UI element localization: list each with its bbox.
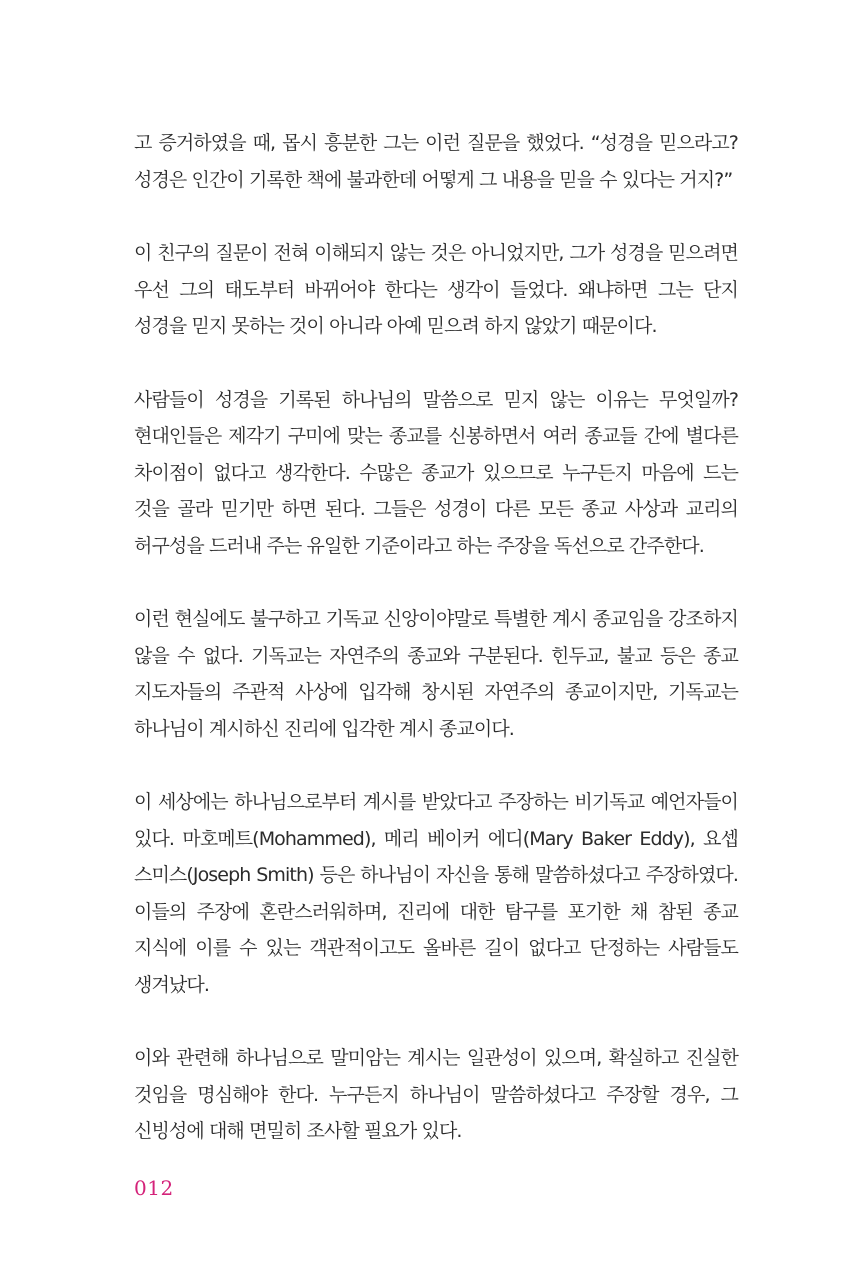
paragraph-4: 이런 현실에도 불구하고 기독교 신앙이야말로 특별한 계시 종교임을 강조하지 않을 수 없다. 기독교는 자연주의 종교와 구분된다. 힌두교, 불교 등은 종교 지도자들의 주관적 사상에 입각해 창시된 자연주의 종교이지만, 기독교는 하나님이 계시하신 진리에 입각한 계시 종교이다.: [134, 608, 738, 740]
paragraph-3: 사람들이 성경을 기록된 하나님의 말씀으로 믿지 않는 이유는 무엇일까? 현대인들은 제각기 구미에 맞는 종교를 신봉하면서 여러 종교들 간에 별다른 차이점이 없다고 생각한다. 수많은 종교가 있으므로 누구든지 마음에 드는 것을 골라 믿기만 하면 된다. 그들은 성경이 다른 모든 종교 사상과 교리의 허구성을 드러내 주는 유일한 기준이라고 하는 주장을 독선으로 간주한다.: [134, 388, 738, 557]
paragraph-6: 이와 관련해 하나님으로 말미암는 계시는 일관성이 있으며, 확실하고 진실한 것임을 명심해야 한다. 누구든지 하나님이 말씀하셨다고 주장할 경우, 그 신빙성에 대해 면밀히 조사할 필요가 있다.: [134, 1047, 738, 1142]
paragraph-1: 고 증거하였을 때, 몹시 흥분한 그는 이런 질문을 했었다. “성경을 믿으라고? 성경은 인간이 기록한 책에 불과한데 어떻게 그 내용을 믿을 수 있다는 거지?”: [134, 132, 738, 191]
paragraph-2: 이 친구의 질문이 전혀 이해되지 않는 것은 아니었지만, 그가 성경을 믿으려면 우선 그의 태도부터 바뀌어야 한다는 생각이 들었다. 왜냐하면 그는 단지 성경을 믿지 못하는 것이 아니라 아예 믿으려 하지 않았기 때문이다.: [134, 242, 738, 337]
page-number: 012: [134, 1176, 174, 1200]
body-text: [134, 125, 738, 1187]
paragraph-5: 이 세상에는 하나님으로부터 계시를 받았다고 주장하는 비기독교 예언자들이 있다. 마호메트(Mohammed), 메리 베이커 에디(Mary Baker Eddy), 요셉 스미스(Joseph Smith) 등은 하나님이 자신을 통해 말씀하셨다고 주장하였다. 이들의 주장에 혼란스러워하며, 진리에 대한 탐구를 포기한 채 참된 종교 지식에 이를 수 있는 객관적이고도 올바른 길이 없다고 단정하는 사람들도 생겨났다.: [134, 791, 738, 996]
